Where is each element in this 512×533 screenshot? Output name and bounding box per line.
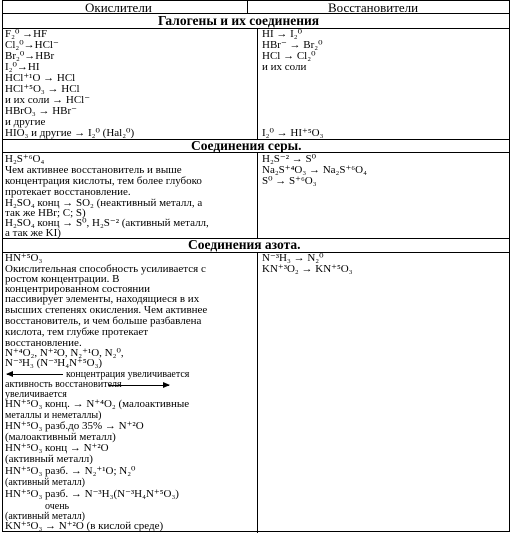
nitrogen-oxidizer: N⁺⁴O₂, N⁺²O, N₂⁺¹O, N₂⁰, [5, 347, 124, 359]
halogen-oxidizer: HIO₃ и другие → I₂⁰ (Hal₂⁰) [5, 127, 135, 139]
nitrogen-divider [257, 252, 258, 533]
halogen-oxidizer: HCl⁺⁵O₃ → HCl [5, 83, 80, 95]
sulfur-oxidizer: протекает восстановление. [5, 186, 131, 198]
nitrogen-oxidizer: восстановление. [5, 337, 82, 349]
header-reducers: Восстановители [328, 0, 419, 15]
nitrogen-oxidizer: HN⁺⁵O₃ конц. → N⁺⁴O₂ (малоактивные [5, 398, 190, 410]
sulfur-title-rule [3, 152, 509, 153]
nitrogen-oxidizer: KN⁺⁵O₃ → N⁺²O (в кислой среде) [5, 520, 164, 532]
activity-arrow-icon [109, 385, 169, 386]
nitrogen-title-rule [3, 252, 509, 253]
halogen-oxidizer: и другие [5, 116, 46, 128]
section-title-halogens: Галогены и их соединения [158, 13, 320, 28]
activity-note: увеличивается [5, 389, 67, 400]
halogen-reducer: HCl → Cl₂⁰ [262, 50, 316, 62]
nitrogen-oxidizer: очень [45, 501, 70, 512]
halogen-reducer: HBr⁻ → Br₂⁰ [262, 39, 323, 51]
concentration-arrow-icon [7, 374, 63, 375]
nitrogen-oxidizer: кислота, тем глубже протекает [5, 326, 149, 338]
nitrogen-oxidizer: HN⁺⁵O₃ разб. → N₂⁺¹O; N₂⁰ [5, 465, 136, 477]
nitrogen-oxidizer: HN⁺⁵O₃ [5, 252, 43, 264]
header-divider [247, 1, 248, 13]
halogens-title-rule [3, 28, 509, 29]
sulfur-oxidizer: H₂SO₄ конц → S⁰, H₂S⁻² (активный металл, [5, 217, 209, 229]
nitrogen-oxidizer: концентрированном состоянии [5, 283, 151, 295]
section-title-sulfur: Соединения серы. [191, 138, 302, 153]
nitrogen-oxidizer: Окислительная способность усиливается с [5, 263, 206, 275]
sulfur-oxidizer: концентрация кислоты, тем более глубоко [5, 175, 202, 187]
activity-note: активность восстановителя [5, 379, 122, 390]
sulfur-reducer: H₂S⁻² → S⁰ [262, 153, 317, 165]
nitrogen-oxidizer: N⁻³H₃ (N⁻³H₄N⁺⁵O₃) [5, 357, 103, 369]
sulfur-oxidizer: H₂SO₄ конц → SO₂ (неактивный металл, а [5, 197, 203, 209]
nitrogen-oxidizer: металлы и неметаллы) [5, 410, 102, 421]
nitrogen-oxidizer: (активный металл) [5, 511, 85, 522]
nitrogen-oxidizer: HN⁺⁵O₃ разб.до 35% → N⁺²O [5, 420, 144, 432]
halogen-reducer: и их соли [262, 61, 307, 73]
halogen-reducer: I₂⁰ → HI⁺⁵O₃ [262, 127, 324, 139]
halogen-oxidizer: Cl₂⁰→HCl⁻ [5, 39, 59, 51]
sulfur-oxidizer: H₂S⁺⁶O₄ [5, 153, 45, 165]
nitrogen-oxidizer: (малоактивный металл) [5, 431, 116, 443]
nitrogen-oxidizer: высших степенях окисления. Чем активнее [5, 304, 208, 316]
sulfur-oxidizer: так же HBr; C; S) [5, 207, 86, 219]
header-oxidizers: Окислители [85, 0, 152, 15]
halogen-oxidizer: Br₂⁰→HBr [5, 50, 55, 62]
nitrogen-reducer: KN⁺³O₂ → KN⁺⁵O₃ [262, 263, 353, 275]
halogen-oxidizer: F₂⁰ →HF [5, 28, 48, 40]
sulfur-oxidizer: Чем активнее восстановитель и выше [5, 164, 182, 176]
sulfur-reducer: S⁰ → S⁺⁶O₃ [262, 175, 317, 187]
nitrogen-oxidizer: пассивирует элементы, находящиеся в их [5, 293, 200, 305]
nitrogen-oxidizer: восстановитель, и чем больше разбавлена [5, 315, 202, 327]
nitrogen-reducer: N⁻³H₃ → N₂⁰ [262, 252, 324, 264]
nitrogen-oxidizer: HN⁺⁵O₃ конц → N⁺²O [5, 442, 109, 454]
halogen-oxidizer: I₂⁰→HI [5, 61, 40, 73]
halogen-oxidizer: HBrO₃ → HBr⁻ [5, 105, 77, 117]
halogens-divider [257, 28, 258, 139]
sulfur-reducer: Na₂S⁺⁴O₃ → Na₂S⁺⁶O₄ [262, 164, 367, 176]
halogen-oxidizer: и их соли → HCl⁻ [5, 94, 91, 106]
sulfur-divider [257, 152, 258, 238]
nitrogen-oxidizer: (активный металл) [5, 453, 93, 465]
sulfur-oxidizer: а так же KI) [5, 227, 61, 239]
halogen-reducer: HI → I₂⁰ [262, 28, 303, 40]
section-title-nitrogen: Соединения азота. [188, 237, 301, 252]
concentration-note: концентрация увеличивается [66, 369, 190, 380]
nitrogen-oxidizer: ростом концентрации. В [5, 273, 120, 285]
nitrogen-oxidizer: (активный металл) [5, 477, 85, 488]
redox-table [2, 0, 510, 532]
nitrogen-oxidizer: HN⁺⁵O₃ разб. → N⁻³H₃(N⁻³H₄N⁺⁵O₃) [5, 488, 179, 500]
halogen-oxidizer: HCl⁺¹O → HCl [5, 72, 76, 84]
